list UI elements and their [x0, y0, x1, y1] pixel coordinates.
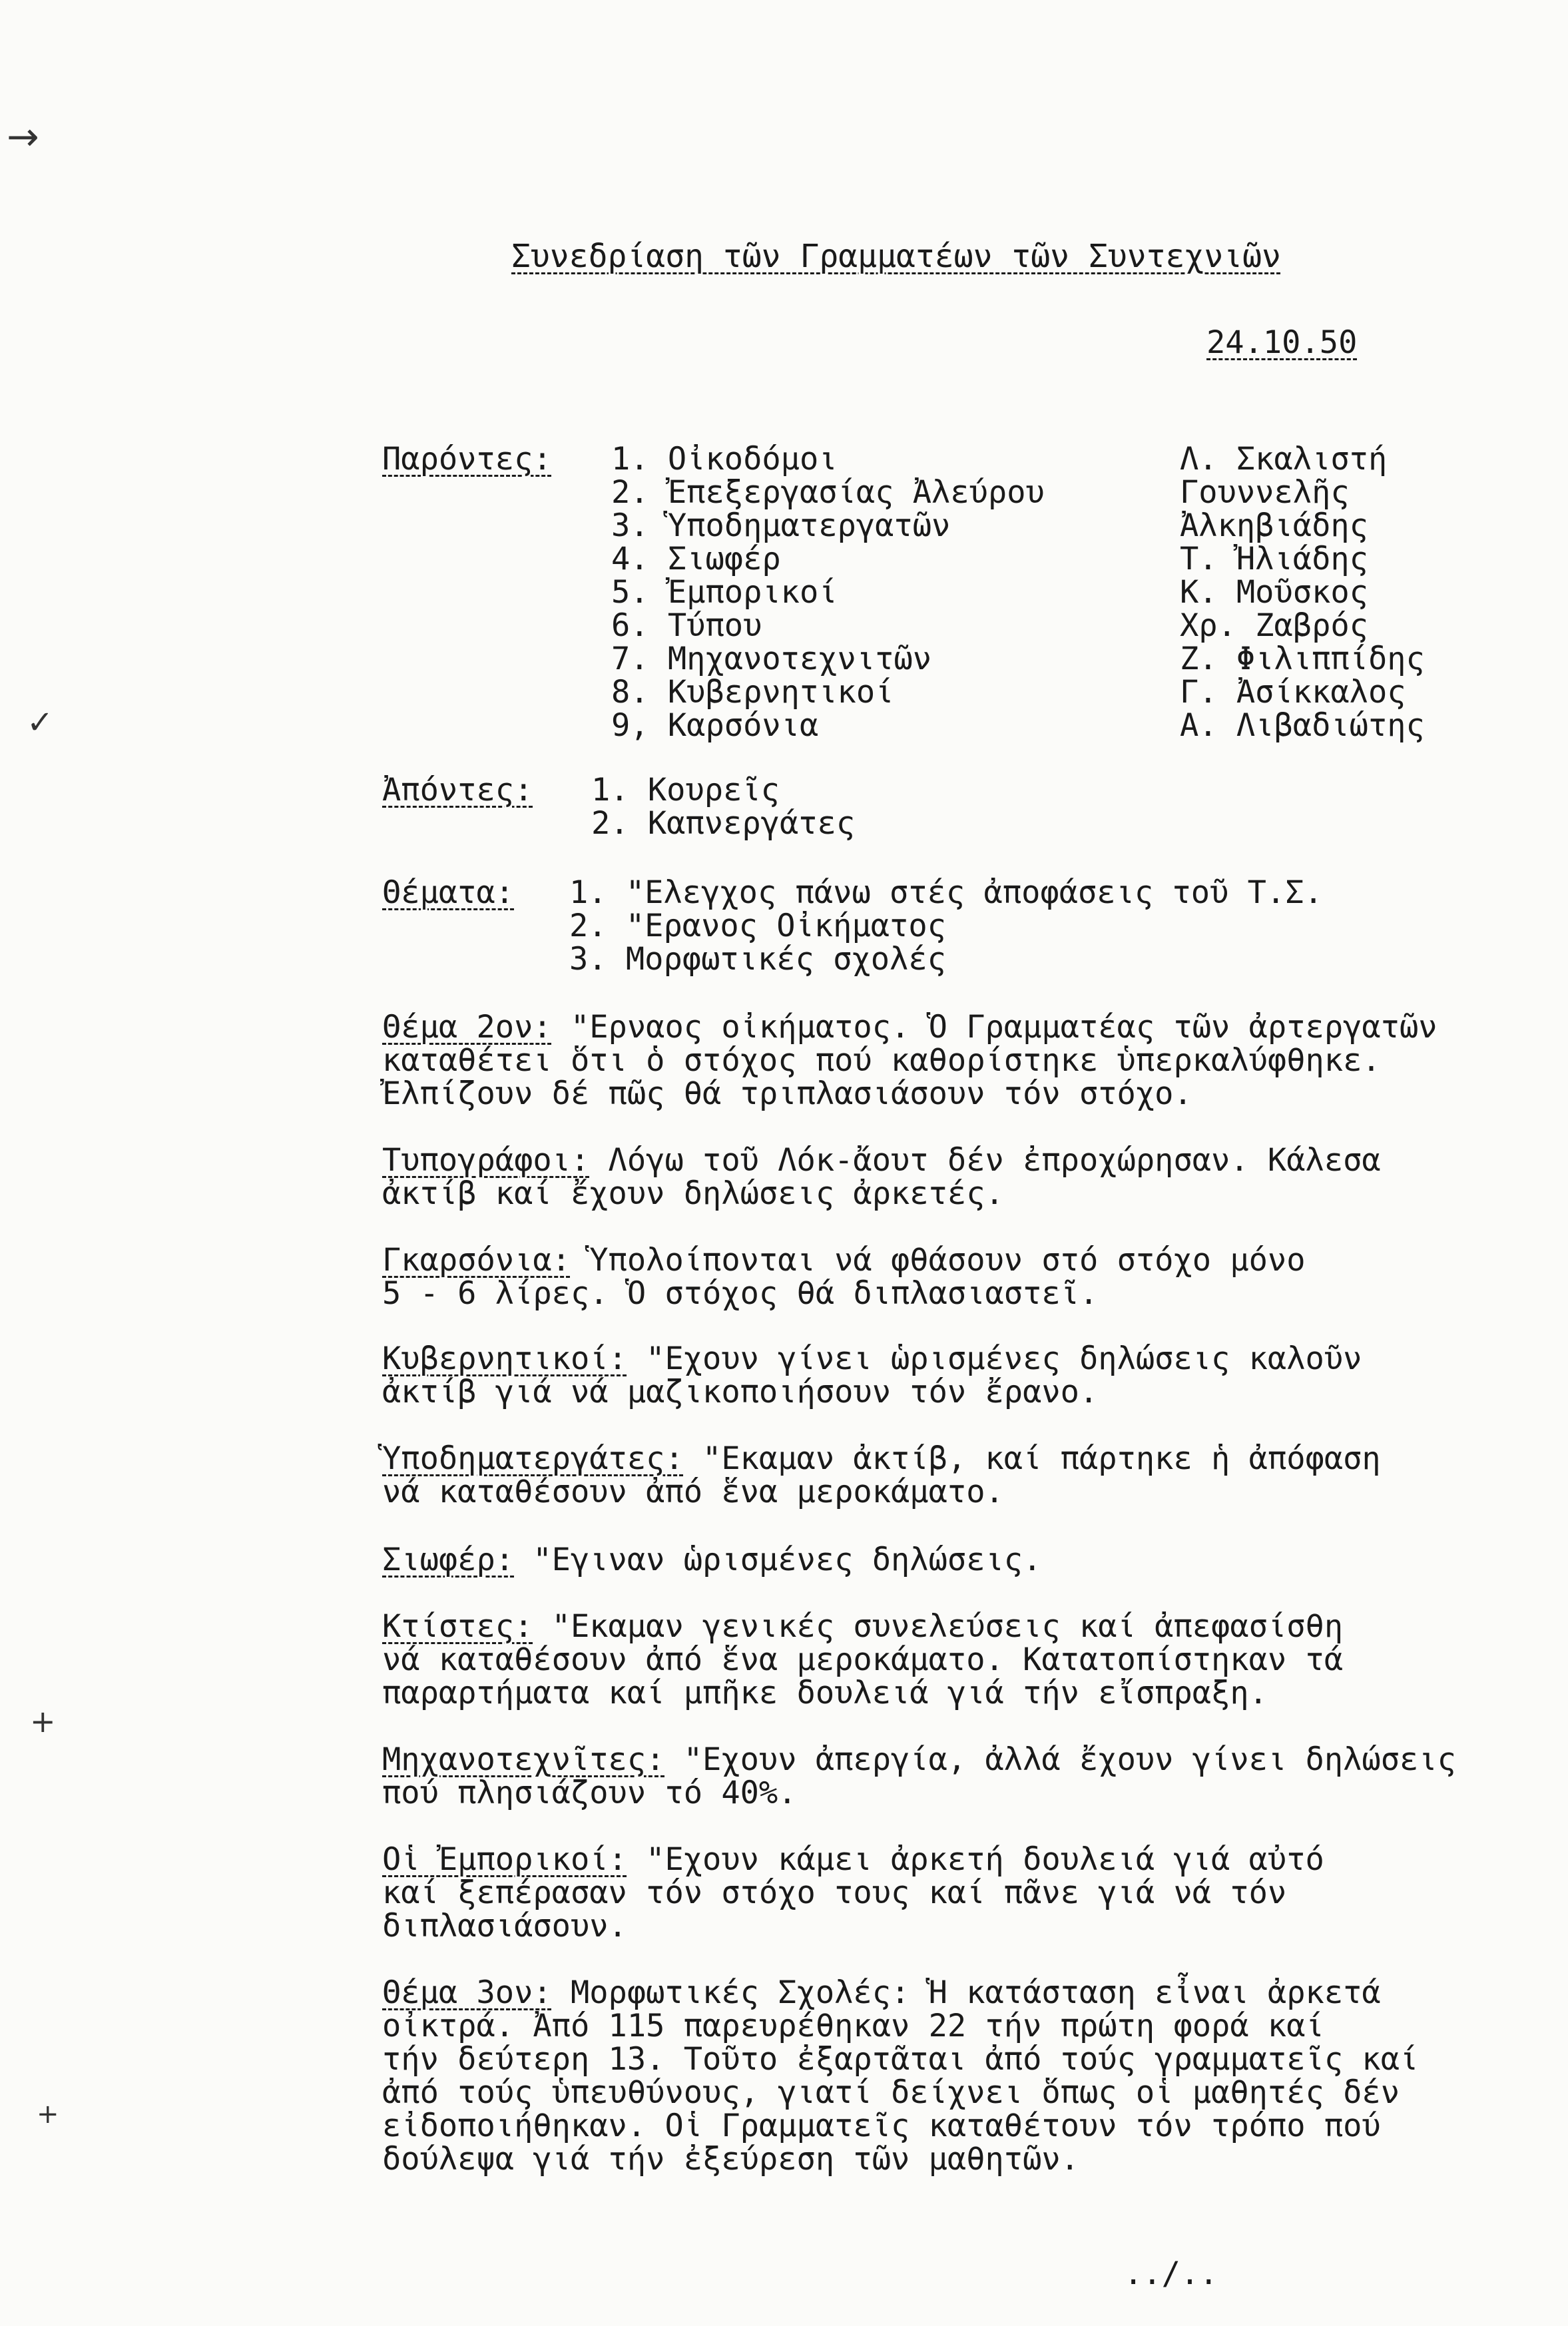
present-name: Ζ. Φιλιππίδης	[1180, 641, 1425, 677]
section-line: τήν δεύτερη 13. Τοῦτο ἐξαρτᾶται ἀπό τούς γραμματεῖς καί	[382, 2041, 1419, 2078]
present-union: 4. Σιωφέρ	[611, 541, 781, 577]
present-union: 6. Τύπου	[611, 607, 762, 644]
margin-check-icon: ✓	[27, 704, 54, 741]
present-union: 5. Ἐμπορικοί	[611, 574, 838, 611]
section-line: "Ερναος οἰκήματος. Ὁ Γραμματέας τῶν ἀρτεργατῶν	[551, 1009, 1437, 1045]
section-label: Ὑποδηματεργάτες:	[382, 1440, 684, 1477]
page-continuation: ../..	[1124, 2255, 1218, 2292]
document-date: 24.10.50	[1206, 324, 1358, 361]
section-line: "Εχουν κάμει ἀρκετή δουλειά γιά αὐτό	[627, 1841, 1324, 1878]
section-mechanics	[382, 1743, 1456, 1810]
section-merchants	[382, 1843, 1324, 1943]
section-line: "Εχουν ἀπεργία, ἀλλά ἔχουν γίνει δηλώσεις	[664, 1741, 1456, 1778]
section-topic-3	[382, 1976, 1418, 2176]
present-union: 7. Μηχανοτεχνιτῶν	[611, 641, 932, 677]
present-name: Ἀλκηβιάδης	[1180, 507, 1368, 544]
section-line: "Εγιναν ὡρισμένες δηλώσεις.	[514, 1542, 1042, 1578]
section-typographers	[382, 1144, 1381, 1211]
present-unions-list	[611, 443, 1045, 742]
section-line: νά καταθέσουν ἀπό ἕνα μεροκάματο. Κατατοπίστηκαν τά	[382, 1641, 1344, 1678]
topics-label: Θέματα:	[382, 874, 515, 911]
section-line: "Εχουν γίνει ὡρισμένες δηλώσεις καλοῦν	[627, 1340, 1362, 1377]
section-label: Κυβερνητικοί:	[382, 1340, 627, 1377]
present-names-list	[1180, 443, 1425, 742]
section-builders	[382, 1610, 1343, 1710]
topic-item: 3. Μορφωτικές σχολές	[569, 941, 946, 978]
section-line: ἀκτίβ καί ἔχουν δηλώσεις ἀρκετές.	[382, 1175, 1004, 1212]
section-line: Μορφωτικές Σχολές: Ἡ κατάσταση εἶναι ἀρκετά	[551, 1974, 1381, 2011]
document-title: Συνεδρίαση τῶν Γραμματέων τῶν Συντεχνιῶν	[511, 238, 1281, 275]
section-label: Κτίστες:	[382, 1608, 533, 1645]
topics-list	[569, 876, 1323, 976]
present-label: Παρόντες:	[382, 441, 552, 477]
section-label: Θέμα 3ον:	[382, 1974, 552, 2011]
absent-item: 1. Κουρεῖς	[591, 772, 780, 808]
present-name: Κ. Μοῦσκος	[1180, 574, 1368, 611]
section-shoemakers	[382, 1442, 1381, 1509]
section-line: εἰδοποιήθηκαν. Οἱ Γραμματεῖς καταθέτουν τόν τρόπο πού	[382, 2108, 1381, 2144]
section-line: Ὑπολοίπονται νά φθάσουν στό στόχο μόνο	[570, 1242, 1306, 1279]
section-label: Μηχανοτεχνῖτες:	[382, 1741, 665, 1778]
margin-plus-icon: +	[30, 1703, 56, 1739]
margin-arrow-icon: →	[7, 114, 39, 159]
section-government	[382, 1342, 1362, 1409]
section-line: διπλασιάσουν.	[382, 1908, 627, 1944]
section-line: πού πλησιάζουν τό 40%.	[382, 1775, 797, 1811]
section-topic-2	[382, 1011, 1437, 1111]
section-drivers	[382, 1544, 1041, 1577]
section-line: καταθέτει ὅτι ὁ στόχος πού καθορίστηκε ὑπερκαλύφθηκε.	[382, 1042, 1381, 1079]
section-line: "Εκαμαν ἀκτίβ, καί πάρτηκε ἡ ἀπόφαση	[683, 1440, 1381, 1477]
present-name: Τ. Ἠλιάδης	[1180, 541, 1368, 577]
section-line: νά καταθέσουν ἀπό ἕνα μεροκάματο.	[382, 1474, 1004, 1510]
section-line: καί ξεπέρασαν τόν στόχο τους καί πᾶνε γιά νά τόν	[382, 1875, 1287, 1911]
present-name: Α. Λιβαδιώτης	[1180, 707, 1425, 744]
section-line: Ἐλπίζουν δέ πῶς θά τριπλασιάσουν τόν στόχο.	[382, 1075, 1192, 1112]
section-label: Τυπογράφοι:	[382, 1142, 590, 1179]
present-union: 3. Ὑποδηματεργατῶν	[611, 507, 951, 544]
present-union: 2. Ἐπεξεργασίας Ἀλεύρου	[611, 474, 1045, 511]
section-line: ἀκτίβ γιά νά μαζικοποιήσουν τόν ἔρανο.	[382, 1374, 1099, 1410]
absent-list	[591, 774, 855, 840]
present-name: Λ. Σκαλιστή	[1180, 441, 1388, 477]
section-line: δούλεψα γιά τήν ἐξεύρεση τῶν μαθητῶν.	[382, 2141, 1079, 2178]
section-line: 5 - 6 λίρες. Ὁ στόχος θά διπλασιαστεῖ.	[382, 1275, 1099, 1312]
present-union: 8. Κυβερνητικοί	[611, 674, 894, 711]
section-label: Σιωφέρ:	[382, 1542, 515, 1578]
present-name: Χρ. Ζαβρός	[1180, 607, 1368, 644]
margin-plus-icon: +	[37, 2099, 59, 2130]
absent-label: Ἀπόντες:	[382, 772, 533, 808]
section-label: Γκαρσόνια:	[382, 1242, 571, 1279]
absent-item: 2. Καπνεργάτες	[591, 805, 856, 842]
present-name: Γ. Ἀσίκκαλος	[1180, 674, 1406, 711]
section-label: Οἱ Ἐμπορικοί:	[382, 1841, 627, 1878]
section-line: "Εκαμαν γενικές συνελεύσεις καί ἀπεφασίσθη	[533, 1608, 1344, 1645]
present-name: Γουννελῆς	[1180, 474, 1350, 511]
section-waiters	[382, 1244, 1306, 1310]
section-line: παραρτήματα καί μπῆκε δουλειά γιά τήν εἴσπραξη.	[382, 1675, 1268, 1711]
section-line: Λόγω τοῦ Λόκ-ἄουτ δέν ἐπροχώρησαν. Κάλεσα	[589, 1142, 1381, 1179]
topic-item: 2. "Ερανος Οἰκήματος	[569, 908, 946, 944]
section-line: οἰκτρά. Ἀπό 115 παρευρέθηκαν 22 τήν πρώτη φορά καί	[382, 2008, 1324, 2044]
section-label: Θέμα 2ον:	[382, 1009, 552, 1045]
present-union: 1. Οἰκοδόμοι	[611, 441, 838, 477]
topic-item: 1. "Ελεγχος πάνω στές ἀποφάσεις τοῦ Τ.Σ.	[569, 874, 1323, 911]
section-line: ἀπό τούς ὑπευθύνους, γιατί δείχνει ὅπως οἱ μαθητές δέν	[382, 2074, 1400, 2111]
present-union: 9, Καρσόνια	[611, 707, 819, 744]
